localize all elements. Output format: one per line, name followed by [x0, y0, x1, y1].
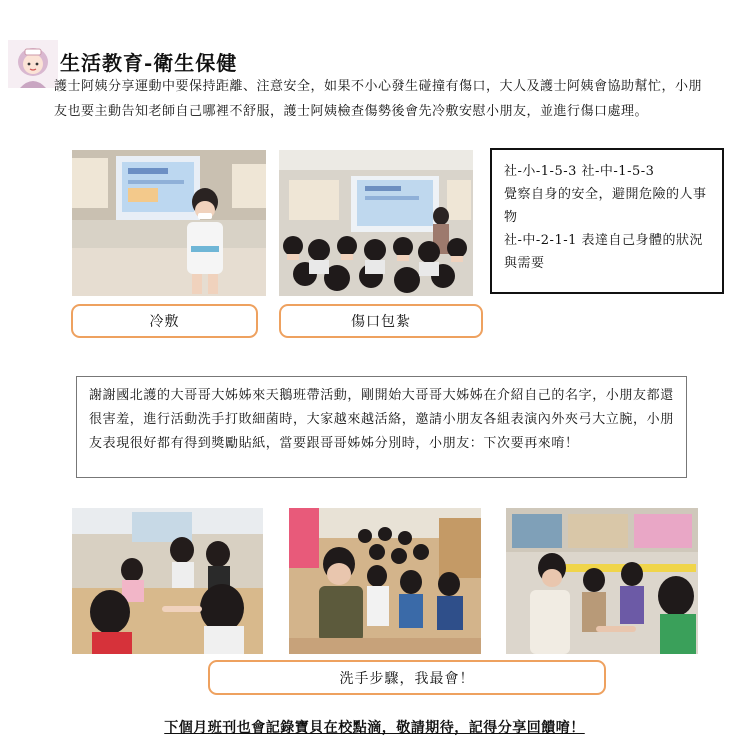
nurse-avatar-icon — [8, 40, 58, 88]
page-title: 生活教育-衛生保健 — [60, 51, 238, 75]
intro-paragraph: 護士阿姨分享運動中要保持距離、注意安全，如果不小心發生碰撞有傷口，大人及護士阿姨會協助幫忙，小朋友也要主動告知老師自己哪裡不舒服，護士阿姨檢查傷勢後會先冷敷安慰小朋友，並進行傷口處理。 — [54, 79, 703, 119]
goal-line-1: 社-小-1-5-3 社-中-1-5-3 — [504, 164, 655, 179]
caption-handwash-steps: 洗手步驟，我最會！ — [208, 660, 606, 695]
photo-handwash-group-3 — [506, 508, 698, 654]
footer-note: 下個月班刊也會記錄寶貝在校點滴，敬請期待，記得分享回饋唷！ — [164, 720, 585, 736]
learning-goals-box — [490, 148, 724, 294]
caption-cold-compress: 冷敷 — [71, 304, 258, 338]
photo-handwash-group-1 — [72, 508, 263, 654]
goal-line-3: 社-中-2-1-1 表達自己身體的狀況與需要 — [504, 233, 704, 271]
photo-cold-compress — [72, 150, 266, 296]
goal-line-2: 覺察自身的安全，避開危險的人事物 — [504, 187, 707, 225]
caption-wound-dressing: 傷口包紮 — [279, 304, 483, 338]
thanks-paragraph: 謝謝國北護的大哥哥大姊姊來天鵝班帶活動，剛開始大哥哥大姊姊在介紹自己的名字，小朋友都還很害羞，進行活動洗手打敗細菌時，大家越來越活絡，邀請小朋友各組表演內外夾弓大立腕，小朋友表現很好都有得到獎勵貼紙，當要跟哥哥姊姊分別時，小朋友：下次要再來唷！ — [76, 376, 687, 478]
photo-wound-dressing — [279, 150, 473, 296]
photo-handwash-group-2 — [289, 508, 481, 654]
